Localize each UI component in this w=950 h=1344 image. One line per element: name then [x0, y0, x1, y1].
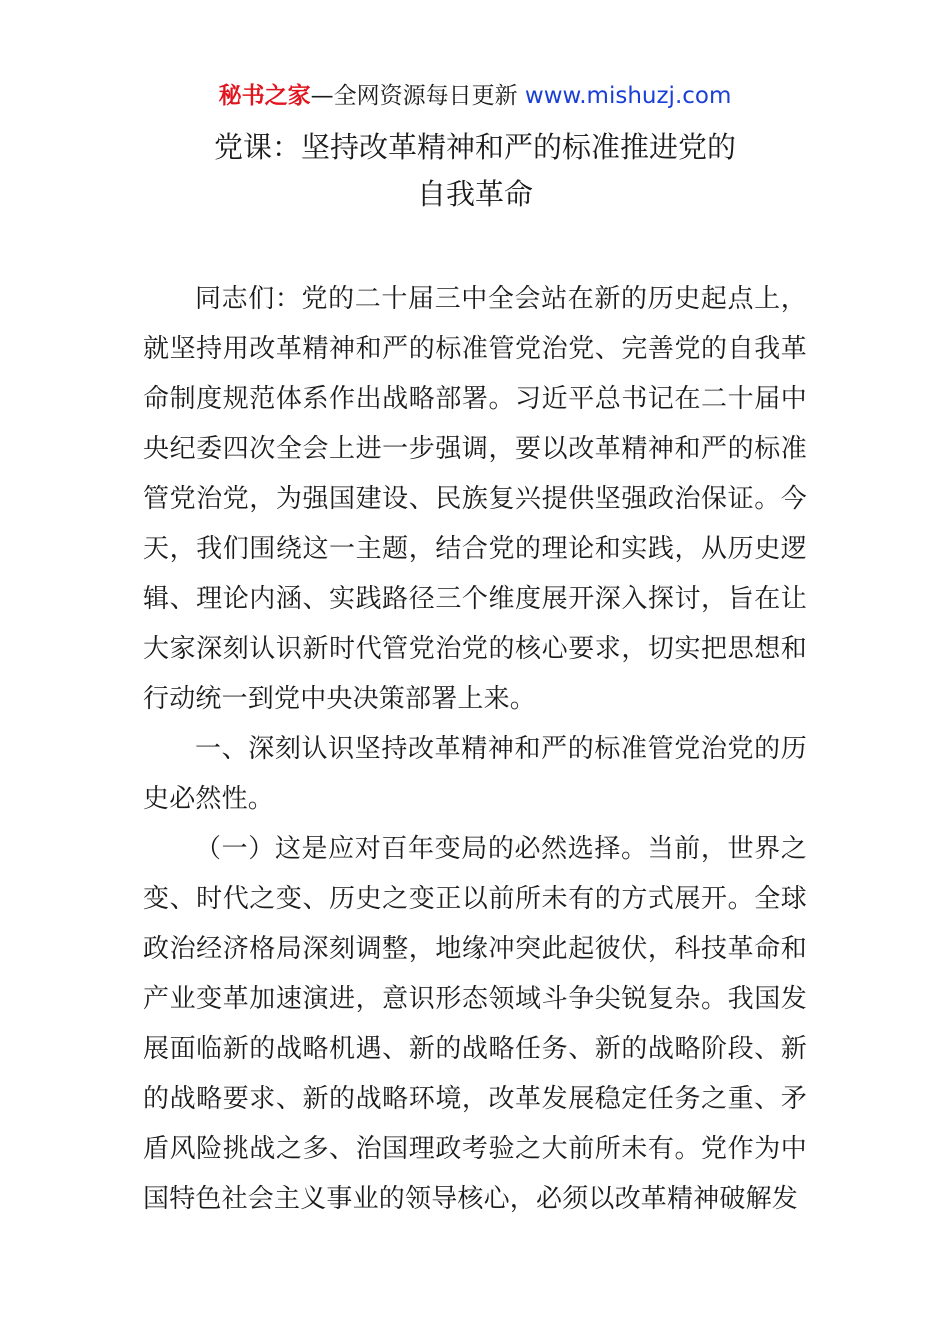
site-url-link[interactable]: www.mishuzj.com — [524, 83, 732, 109]
section-heading-1: 一、深刻认识坚持改革精神和严的标准管党治党的历史必然性。 — [143, 734, 807, 814]
title-line-1: 党课：坚持改革精神和严的标准推进党的 — [213, 130, 736, 164]
paragraph-subsection-1: （一）这是应对百年变局的必然选择。当前，世界之变、时代之变、历史之变正以前所未有的方式展开。全球政治经济格局深刻调整，地缘冲突此起彼伏，科技革命和产业变革加速演进，意识形态领域斗争尖锐复杂。我国发展面临新的战略机遇、新的战略任务、新的战略阶段、新的战略要求、新的战略环境，改革发展稳定任务之重、矛盾风险挑战之多、治国理政考验之大前所未有。党作为中国特色社会主义事业的领导核心，必须以改革精神破解发 — [143, 834, 807, 1214]
title-line-2: 自我革命 — [416, 177, 533, 211]
document-title — [0, 124, 950, 218]
document-body — [143, 274, 807, 1224]
site-tagline: —全网资源每日更新 — [310, 83, 525, 109]
brand-name: 秘书之家 — [218, 83, 311, 109]
site-header — [0, 80, 950, 112]
paragraph-intro: 同志们：党的二十届三中全会站在新的历史起点上，就坚持用改革精神和严的标准管党治党、完善党的自我革命制度规范体系作出战略部署。习近平总书记在二十届中央纪委四次全会上进一步强调，要以改革精神和严的标准管党治党，为强国建设、民族复兴提供坚强政治保证。今天，我们围绕这一主题，结合党的理论和实践，从历史逻辑、理论内涵、实践路径三个维度展开深入探讨，旨在让大家深刻认识新时代管党治党的核心要求，切实把思想和行动统一到党中央决策部署上来。 — [143, 284, 807, 714]
